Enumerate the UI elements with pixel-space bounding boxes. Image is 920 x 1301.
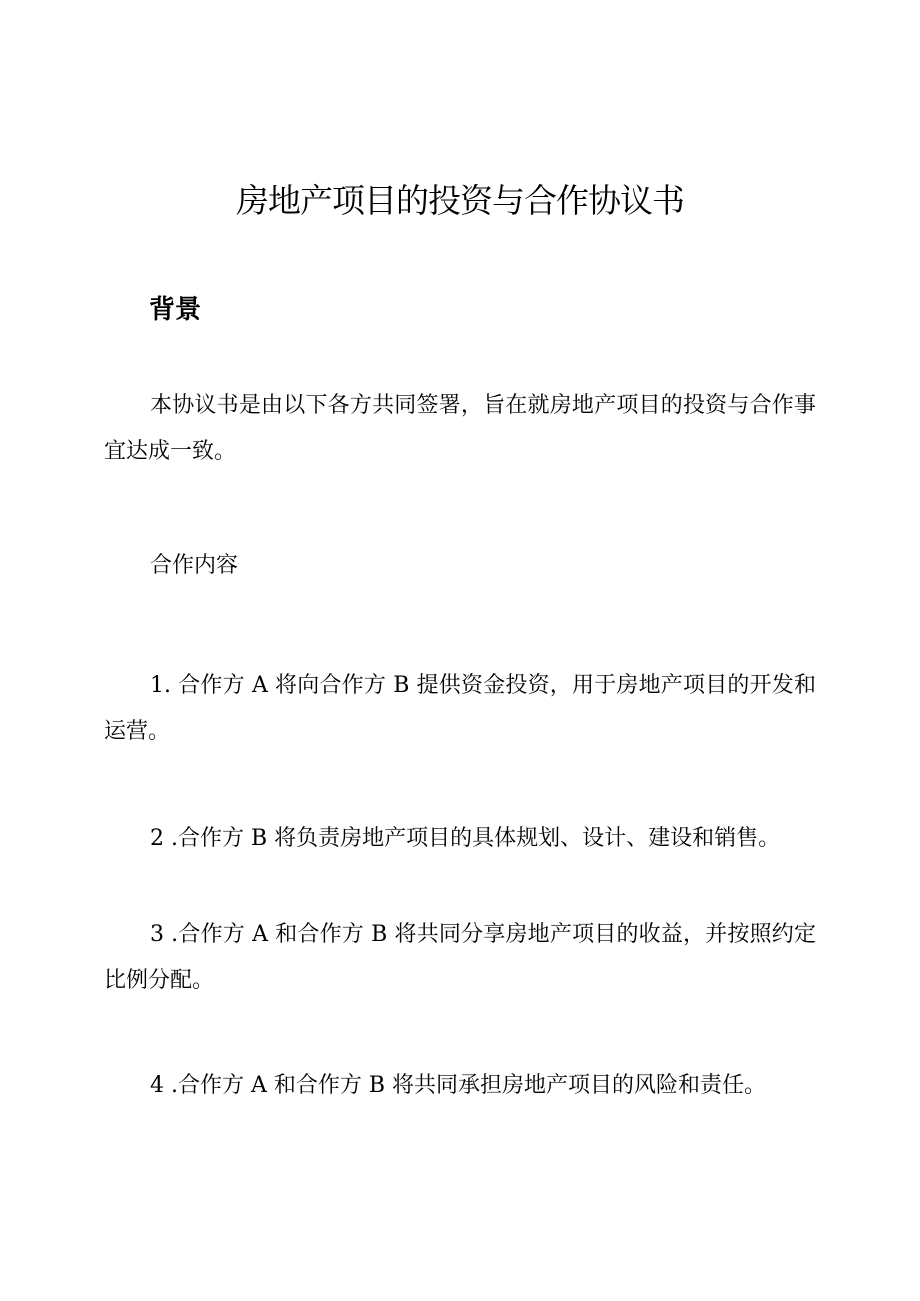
list-item: 3 .合作方 A 和合作方 B 将共同分享房地产项目的收益，并按照约定比例分配。: [104, 922, 816, 993]
background-heading: 背景: [149, 295, 202, 325]
document-title: 房地产项目的投资与合作协议书: [236, 181, 684, 220]
section-label: 合作内容: [150, 553, 239, 578]
intro-paragraph: 本协议书是由以下各方共同签署，旨在就房地产项目的投资与合作事宜达成一致。: [104, 393, 816, 464]
list-item: 2 .合作方 B 将负责房地产项目的具体规划、设计、建设和销售。: [150, 826, 781, 851]
list-item: 1. 合作方 A 将向合作方 B 提供资金投资，用于房地产项目的开发和运营。: [104, 673, 816, 744]
list-item: 4 .合作方 A 和合作方 B 将共同承担房地产项目的风险和责任。: [150, 1073, 767, 1098]
